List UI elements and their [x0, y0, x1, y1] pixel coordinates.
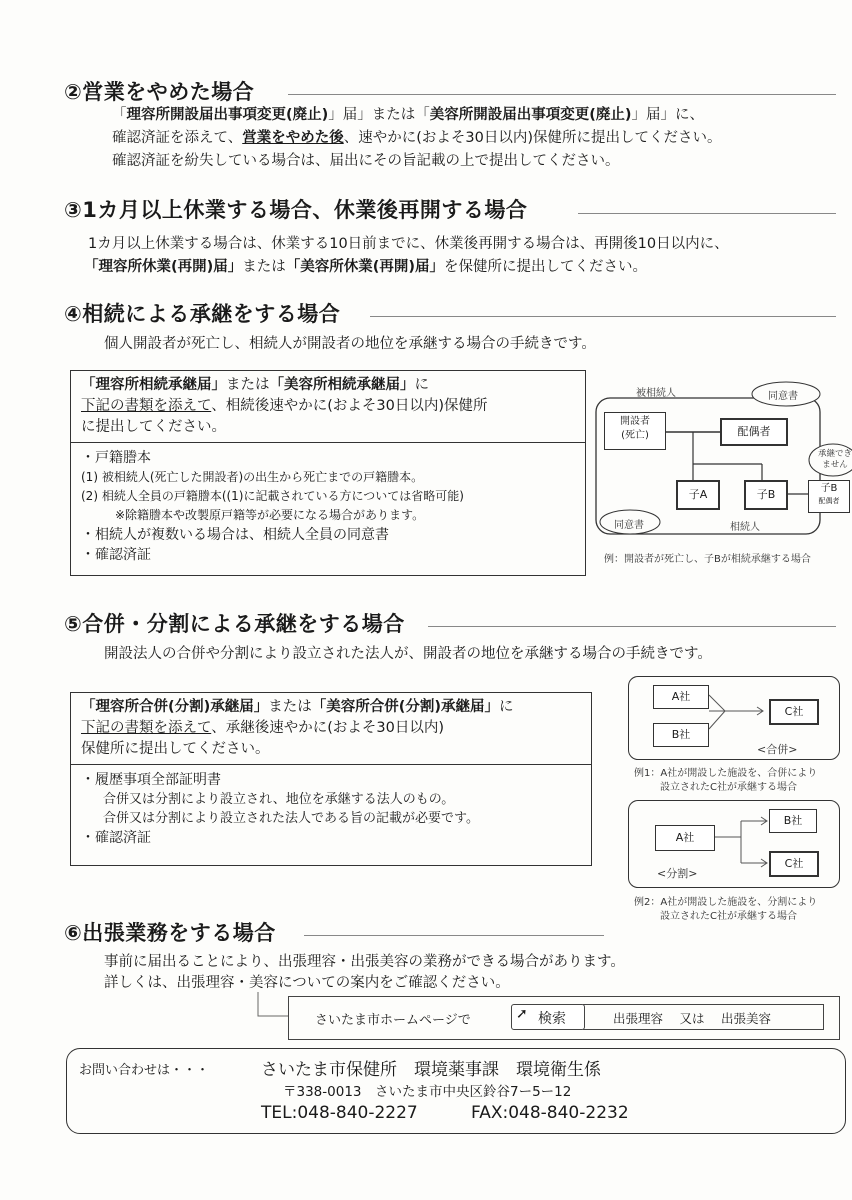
section-6-line-1: 事前に届出ることにより、出張理容・出張美容の業務ができる場合があります。 — [104, 954, 625, 970]
merge-c-box: C社 — [769, 699, 819, 725]
diagram-cannot-inherit-1: 承継でき — [818, 449, 852, 459]
merge-caption-1: 例1：A社が開設した施設を、合併により — [634, 768, 818, 779]
section-6-heading: ⑥出張業務をする場合 — [64, 921, 276, 945]
section-3-heading: ③1カ月以上休業する場合、休業後再開する場合 — [64, 198, 528, 222]
contact-label: お問い合わせは・・・ — [79, 1063, 210, 1078]
list-item: ・履歴事項全部証明書 — [81, 772, 221, 788]
list-item: ・確認済証 — [81, 830, 151, 846]
section-2-line-2: 確認済証を添えて、営業をやめた後、速やかに(およそ30日以内)保健所に提出してください。 — [112, 130, 722, 146]
diagram-child-a-box: 子A — [676, 480, 720, 510]
merge-diagram — [628, 676, 840, 760]
section-3-line-2: 「理容所休業(再開)届」または「美容所休業(再開)届」を保健所に提出してください。 — [84, 259, 648, 275]
section-4-rule — [370, 316, 836, 317]
merge-label: <合併> — [757, 743, 798, 756]
section-5-box-header — [71, 693, 591, 765]
search-guide-box — [288, 996, 840, 1040]
diagram-child-b2-label: 子B — [820, 483, 838, 494]
diagram-founder-label: 開設者 — [620, 416, 650, 427]
list-item: (1) 被相続人(死亡した開設者)の出生から死亡までの戸籍謄本。 — [81, 470, 424, 484]
split-a-box: A社 — [655, 825, 715, 851]
section-2-line-3: 確認済証を紛失している場合は、届出にその旨記載の上で提出してください。 — [112, 153, 620, 169]
cursor-arrow-icon: ➚ — [516, 1006, 528, 1022]
split-caption-2: 設立されたC社が承継する場合 — [660, 911, 797, 922]
diagram-caption: 例：開設者が死亡し、子Bが相続承継する場合 — [604, 554, 811, 565]
diagram-heirs-label: 相続人 — [730, 522, 760, 533]
diagram-child-b-spouse-box — [808, 480, 850, 513]
section-4-box-header — [71, 371, 585, 443]
split-diagram — [628, 800, 840, 888]
section-5-box-line-2: 下記の書類を添えて、承継後速やかに(およそ30日以内) — [81, 720, 444, 736]
diagram-consent-bottom-label: 同意書 — [614, 520, 644, 531]
list-item: 合併又は分割により設立された法人である旨の記載が必要です。 — [103, 811, 479, 826]
search-terms-field[interactable] — [583, 1004, 824, 1030]
section-3-line-1: 1カ月以上休業する場合は、休業する10日前までに、休業後再開する場合は、再開後10日以内に、 — [88, 236, 729, 252]
section-4-box-line-2: 下記の書類を添えて、相続後速やかに(およそ30日以内)保健所 — [81, 398, 488, 414]
list-item: ※除籍謄本や改製原戸籍等が必要になる場合があります。 — [115, 508, 425, 522]
contact-box — [66, 1048, 846, 1134]
section-6-line-2: 詳しくは、出張理容・美容についての案内をご確認ください。 — [104, 975, 510, 991]
list-item: ・戸籍謄本 — [81, 450, 151, 466]
section-4-requirements-box — [70, 370, 586, 576]
section-6-rule — [304, 935, 604, 936]
section-5-box-line-3: 保健所に提出してください。 — [81, 741, 270, 757]
contact-fax: FAX:048-840-2232 — [471, 1103, 629, 1123]
diagram-founder-box — [604, 412, 666, 450]
section-4-heading: ④相続による承継をする場合 — [64, 302, 341, 326]
section-3-rule — [578, 213, 836, 214]
split-c-box: C社 — [769, 851, 819, 877]
search-terms: 出張理容 又は 出張美容 — [613, 1011, 771, 1026]
inheritance-diagram — [590, 372, 852, 572]
contact-org: さいたま市保健所 環境薬事課 環境衛生係 — [261, 1060, 601, 1080]
section-2-heading: ②営業をやめた場合 — [64, 80, 255, 104]
section-5-heading: ⑤合併・分割による承継をする場合 — [64, 612, 405, 636]
diagram-child-b-box: 子B — [744, 480, 788, 510]
search-button[interactable] — [511, 1004, 585, 1030]
diagram-consent-top-label: 同意書 — [768, 391, 798, 402]
merge-caption-2: 設立されたC社が承継する場合 — [660, 782, 797, 793]
diagram-founder-deceased: (死亡) — [621, 430, 649, 441]
merge-a-box: A社 — [653, 685, 709, 709]
search-button-label: 検索 — [538, 1011, 566, 1027]
diagram-hisozokunin-label: 被相続人 — [636, 388, 676, 399]
diagram-cannot-inherit-note — [818, 449, 852, 471]
section-4-box-list — [71, 443, 585, 569]
section-5-requirements-box — [70, 692, 592, 866]
list-item: ・相続人が複数いる場合は、相続人全員の同意書 — [81, 527, 389, 543]
section-5-intro: 開設法人の合併や分割により設立された法人が、開設者の地位を承継する場合の手続きです。 — [104, 646, 712, 662]
section-2-line-1: 「理容所開設届出事項変更(廃止)」届」または「美容所開設届出事項変更(廃止)」届」に、 — [112, 107, 705, 123]
diagram-cannot-inherit-2: ません — [822, 460, 848, 470]
inheritance-diagram-lines — [590, 372, 848, 572]
search-guide-prefix: さいたま市ホームページで — [315, 1013, 471, 1028]
diagram-spouse-box: 配偶者 — [720, 418, 788, 446]
section-4-intro: 個人開設者が死亡し、相続人が開設者の地位を承継する場合の手続きです。 — [104, 336, 596, 352]
section-4-box-line-3: に提出してください。 — [81, 419, 226, 435]
section-5-box-list — [71, 765, 591, 852]
section-5-rule — [428, 626, 836, 627]
list-item: 合併又は分割により設立され、地位を承継する法人のもの。 — [103, 792, 455, 807]
section-2-rule — [288, 94, 836, 95]
split-b-box: B社 — [769, 809, 817, 833]
contact-tel: TEL:048-840-2227 — [261, 1103, 418, 1123]
split-caption-1: 例2：A社が開設した施設を、分割により — [634, 897, 818, 908]
diagram-child-b2-note: 配偶者 — [818, 497, 840, 505]
split-label: <分割> — [657, 867, 698, 880]
contact-address: 〒338-0013 さいたま市中央区鈴谷7ー5ー12 — [283, 1084, 572, 1100]
section-5-box-line-1: 「理容所合併(分割)承継届」または「美容所合併(分割)承継届」に — [81, 699, 514, 715]
list-item: ・確認済証 — [81, 547, 151, 563]
list-item: (2) 相続人全員の戸籍謄本((1)に記載されている方については省略可能) — [81, 489, 464, 503]
section-4-box-line-1: 「理容所相続承継届」または「美容所相続承継届」に — [81, 377, 429, 393]
merge-b-box: B社 — [653, 723, 709, 747]
